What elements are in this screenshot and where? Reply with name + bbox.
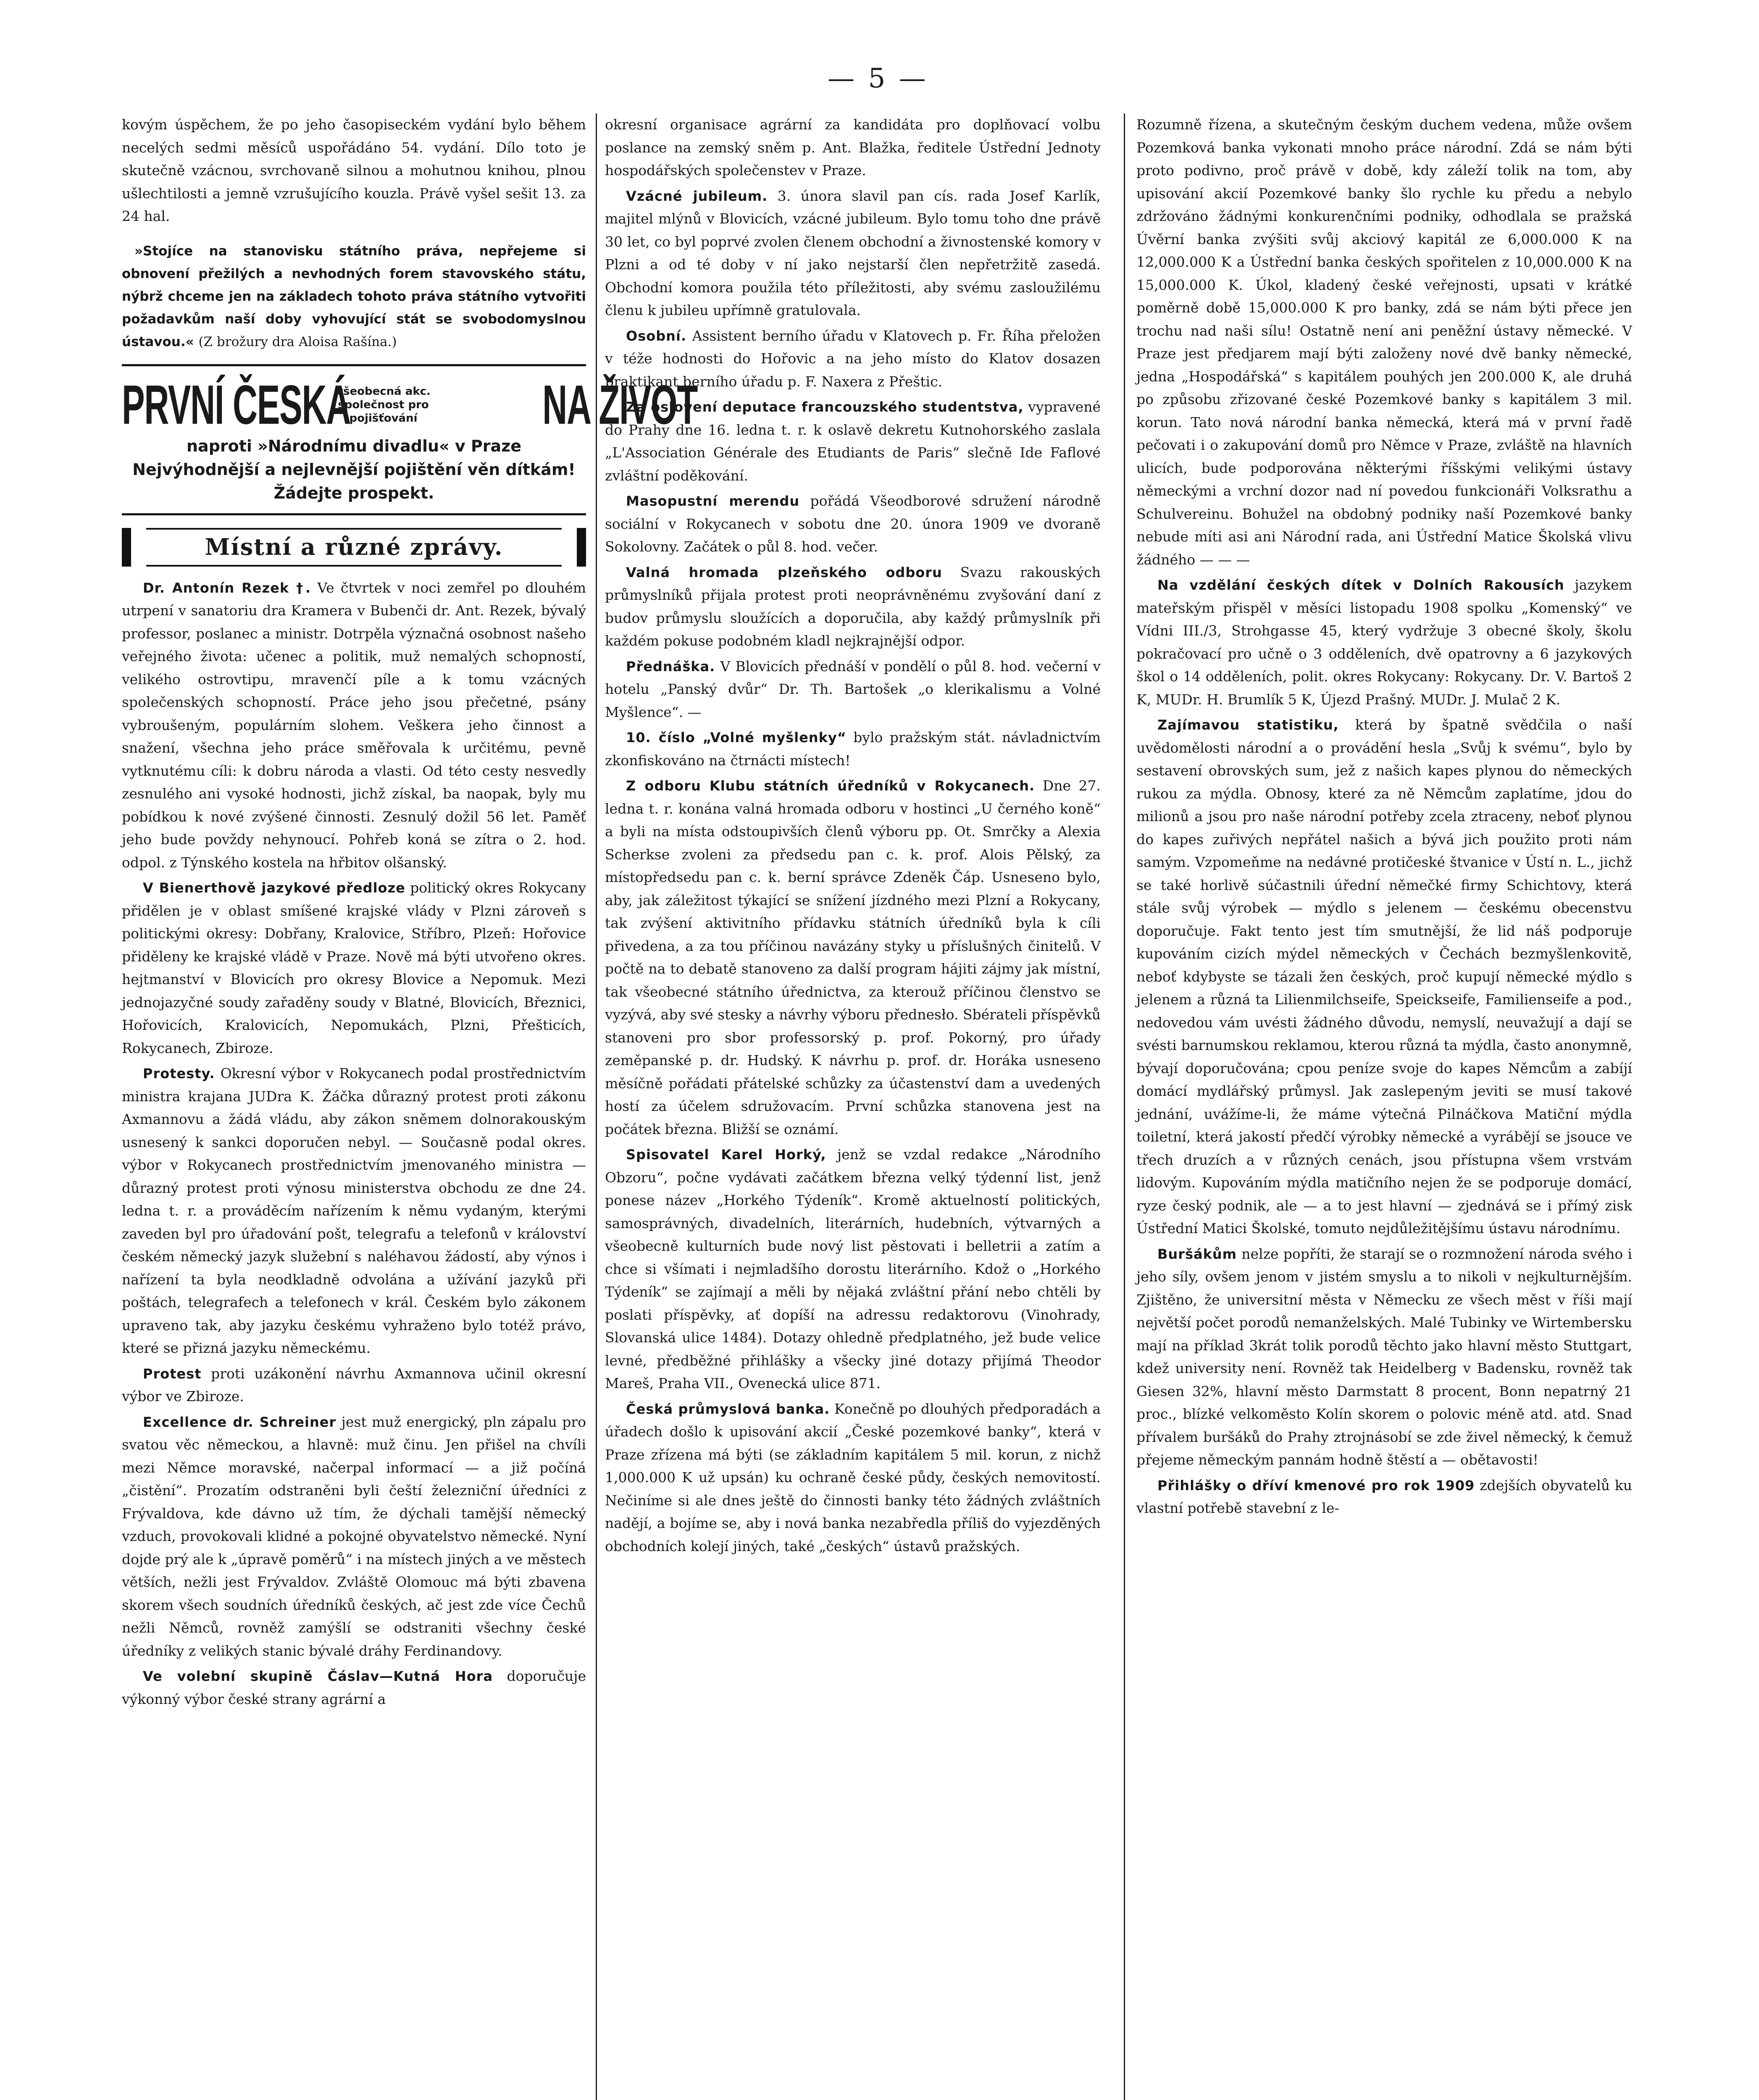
ad-company-type: všeobecná akc. společnost pro pojišťování [336,385,431,425]
news-item [605,490,1101,559]
news-item [122,1665,586,1711]
news-headline: Excellence dr. Schreiner [143,1414,337,1430]
news-item [605,396,1101,487]
column-divider [1124,113,1125,2100]
news-text: Konečně po dlouhých předporadách a úřadech došlo k upisování akcií „České pozemkové banky“, která v Praze zřízena má býti (se základním kapitálem 5 mil. korun, z nichž 1,000.000 K už upsán) ku ochraně české půdy, českých nemovitostí. Nečiníme si ale dnes ještě do činnosti banky této žádných zvláštních nadějí, a bojíme se, aby i nová banka nezabředla příliš do vyjezděných obchodních kolejí jiných, také „českých“ ústavů pražských. [605,1400,1101,1554]
news-text: pořádá Všeodborové sdružení národně sociální v Rokycanech v sobotu dne 20. února 1909 ve dvoraně Sokolovny. Začátek o půl 8. hod. večer. [605,493,1101,555]
news-headline: V Bienerthově jazykové předloze [143,880,405,896]
news-text: politický okres Rokycany přidělen je v oblast smíšené krajské vlády v Plzni zároveň s politickými okresy: Dobřany, Kralovice, Stříbro, Plzeň: Hořovice přiděleny ke krajské vládě v Praze. Nově má býti utvořeno okres. hejtmanství v Blovicích pro okresy Blovice a Nepomuk. Mezi jednojazyčné soudy zařaděny soudy v Blatné, Blovicích, Březnici, Hořovicích, Kralovicích, Nepomukách, Plzni, Přešticích, Rokycanech, Zbiroze. [122,879,586,1056]
ad-insurance-type: NA ŽIVOT [542,373,698,436]
news-text: doporučuje výkonný výbor české strany agrární a [122,1668,586,1707]
continued-paragraph: okresní organisace agrární za kandidáta pro doplňovací volbu poslance na zemský sněm p. Ant. Blažka, ředitele Ústřední Jednoty hospodářských společenstev v Praze. [605,116,1101,178]
news-item [605,774,1101,1141]
news-text: jenž se vzdal redakce „Národního Obzoru“, počne vydávati začátkem března velký týdenní list, jenž ponese název „Horkého Týdeník“. Kromě aktuelností politických, samosprávných, divadelních, literárních, hudebních, výtvarných a všeobecně kulturních bude nový list pěstovati i belletrii a zatím a chce si všímati i nejmladšího dorostu literárního. Kdož o „Horkého Týdeník“ se zajímají a měli by nějaká zvláštní přání nebo chtěli by poslati příspěvky, ať dopíší na adressu redaktorovu (Vinohrady, Slovanská ulice 1484). Dotazy ohledně předplatného, jež bude velice levné, předběžné přihlášky a všecky jiné dotazy přijímá Theodor Mareš, Praha VII., Ovenecká ulice 871. [605,1146,1101,1391]
news-headline: Vzácné jubileum. [626,188,768,204]
quote-text: »Stojíce na stanovisku státního práva, nepřejeme si obnovení přežilých a nevhodných forem stavovského státu, nýbrž chceme jen na základech tohoto práva státního vytvořiti požadavkům naší doby vyhovující stát se svobodomyslnou ústavou.« [122,243,586,349]
news-text: jest muž energický, pln zápalu pro svatou věc německou, a hlavně: muž činu. Jen přišel na chvíli mezi Němce moravské, načerpal informací — a již počíná „čistění“. Prozatím odstraněni byli čeští železniční úředníci z Frývaldova, kde dávno už tím, že dýchali tamější německý vzduch, provokovali klidné a pokojné obyvatelstvo německé. Nyní dojde prý ale k „úpravě poměrů“ i na místech jiných a ve městech větších, nežli jest Frývaldov. Zvláště Olomouc má býti zbavena skorem všech soudních úředníků českých, ač jest zde více Čechů nežli Němců, rovněž zamýšlí se odstraniti všechny české úředníky z velikých stanic bývalé dráhy Ferdinandovy. [122,1413,586,1659]
news-headline: Protest [143,1365,202,1382]
news-item [122,1062,586,1360]
news-item [1136,1243,1632,1472]
news-text: V Blovicích přednáší v pondělí o půl 8. hod. večerní v hotelu „Panský dvůr“ Dr. Th. Bartošek „o klerikalismu a Volné Myšlence“. — [605,658,1101,720]
news-text: 3. února slavil pan cís. rada Josef Karlík, majitel mlýnů v Blovicích, vzácné jubileum. Bylo tomu toho dne právě 30 let, co byl poprvé zvolen členem obchodní a živnostenské komory v Plzni a od té doby v ní jako nejstarší člen nepřetržitě zasedá. Obchodní komora použila této příležitosti, aby svému zasloužilému členu k jubileu upřímně gratulovala. [605,187,1101,318]
ad-slogan: Nejvýhodnější a nejlevnější pojištění věn dítkám! [132,460,576,479]
news-item [1136,714,1632,1240]
news-item [605,561,1101,653]
continued-paragraph: Rozumně řízena, a skutečným českým duchem vedena, může ovšem Pozemková banka vykonati mnoho práce národní. Zdá se nám býti proto podivno, proč právě v době, kdy záleží tolik na tom, aby upisování akcií Pozemkové banky šlo rychle ku předu a nebylo zdržováno žádnými konkurenčními podniky, odhodlala se pražská Úvěrní banka zvýšiti svůj akciový kapitál ze 6,000.000 K na 12,000.000 K a Ústřední banka českých spořitelen z 10,000.000 K na 15,000.000 K. Úkol, kladený české veřejnosti, upsati v krátké poměrně době 15,000.000 K pro banky, zdá se nám býti přece jen trochu nad naši sílu! Ostatně není ani peněžní ústavy německé. V Praze jest předjarem mají býti založeny nové dvě banky německé, jedna „Hospodářská“ s kapitálem pouhých jen 200.000 K, ale druhá po způsobu zřizované české Pozemkové banky s kapitálem 3 mil. korun. Tato nová národní banka německá, která má v první řadě pečovati i o zakupování domů pro Němce v Praze, zvláště na hlavních ulicích, bude podporována některými říšskými velikými ústavy německými a vrchní dozor nad ní povedou funkcionáři Volksrathu a Schulvereinu. Bohužel na obdobný podniky naší Pozemkové banky nebude míti asi ani Národní rada, ani Ústřední Matice Školská vlivu žádného — — — [1136,116,1632,568]
news-item [122,877,586,1060]
section-header [122,528,586,567]
news-item [605,655,1101,724]
news-headline: Valná hromada plzeňského odboru [626,564,942,580]
news-item [122,577,586,874]
ad-call-to-action: Žádejte prospekt. [273,483,434,502]
news-text: bylo pražským stát. návladnictvím zkonfiskováno na čtrnácti místech! [605,729,1101,769]
news-headline: Osobní. [626,328,687,344]
news-headline: Ve volební skupině Čáslav—Kutná Hora [143,1668,493,1684]
news-text: jazykem mateřským přispěl v měsíci listopadu 1908 spolku „Komenský“ ve Vídni III./3, Strohgasse 45, který vydržuje 3 obecné školy, školu pokračovací pro učně o 3 odděleních, dvě opatrovny a 6 jazykových škol o 14 odděleních, polit. okres Rokycany: Rokycany. Dr. V. Bartoš 2 K, MUDr. H. Brumlík 5 K, Újezd Prašný. MUDr. J. Mulač 2 K. [1136,577,1632,708]
news-item [605,1398,1101,1558]
news-headline: Z odboru Klubu státních úředníků v Rokycanech. [626,778,1035,794]
news-item [605,726,1101,772]
news-text: zdejších obyvatelů ku vlastní potřebě stavební z le- [1136,1477,1632,1516]
news-item [605,1143,1101,1395]
news-item [122,1362,586,1408]
rasin-quote [122,240,586,353]
news-text: Dne 27. ledna t. r. konána valná hromada odboru v hostinci „U černého koně“ a byli na místa odstoupivších členů výboru pp. Ot. Smrčky a Alexia Scherkse zvoleni za předsedu pan c. k. prof. Alois Pělský, za místopředsedu pan c. k. berní správce Zdeněk Čáp. Usneseno bylo, aby, jak záležitost týkající se snížení jízdného mezi Plzní a Rokycany, tak zvýšení aktivitního přídavku státních úředníků byla k cíli přivedena, a za tou příčinou navázány styky u příslušných činitelů. V počtě na to debatě stanoveno za další program hájiti zájmy jak místní, tak všeobecné státního úřednictva, za kterouž příčinou členstvo se vyzývá, aby své stesky a návrhy výboru přednesło. Sbérateli příspěvků stanoveni pro sbor professorský p. prof. Pokorný, pro úřady zeměpanské p. dr. Hudský. K návrhu p. prof. dr. Horáka usneseno měsíčně pořádati přátelské schůzky za účastenství dam a uvedených hostí za účelem sdružovacím. První schůzka stanovena jest na počátek března. Bližší se oznámí. [605,777,1101,1137]
ad-address: naproti »Národnímu divadlu« v Praze [187,436,521,455]
news-text: která by špatně svědčila o naší uvědomělosti národní a o provádění hesla „Svůj k svému“, bylo by sestavení obrovských sum, jež z našich kapes plynou do německých rukou za mýdla. Obnosy, které za ně Němcům zaplatíme, jdou do milionů a jsou pro naše národní potřeby zcela ztraceny, neboť plynou do kapes zuřivých nepřátel našich a bývá jich použito proti nám samým. Vzpomeňme na nedávné protičeské štvanice v Ústí n. L., jichž se také horlivě súčastnili úřední němečké firmy Schichtovy, která stále svůj výrobek — mýdlo s jelenem — českému obecenstvu doporučuje. Fakt tento jest tím smutnější, že lid náš podporuje kupováním cizích mýdel německých v Čechách bezmyšlenkovitě, neboť kdybyste se tázali žen českých, proč kupují německé mýdlo s jelenem a různá ta Lilienmilchseife, Speickseife, Familienseife a pod., nedovedou vám uvésti žádného důvodu, nemyslí, neuvažují a dají se svésti barnumskou reklamou, kterou různá ta mýdla, často anonymně, bývají doporučována; cpou peníze svoje do kapes Němcům a zabíjí domácí mydlářský průmysl. Jak zaslepeným jeviti se musí takové jednání, uvážíme-li, že máme výtečná Pilnáčkova Matiční mýdla toiletní, která jakostí předčí výrobky německé a vyrábějí se jsouce ve třech druzích a v různých cenách, jsou přístupna všem vrstvám lidovým. Kupováním mýdla matičního nejen že se podporuje domácí, ryze český podnik, ale — a to jest hlavní — zjednává se i přímý zisk Ústřední Matici Školské, tomuto nejdůležitějšímu ústavu národnímu. [1136,717,1632,1236]
news-text: Svazu rakouských průmyslníků přijala protest proti neoprávněnému zvyšování daní z budov průmyslu sloužících a doporučila, aby každý průmyslník při každém pokuse podobném kladl nejkrajnější odpor. [605,564,1101,649]
ad-headline [122,373,698,436]
news-text: vypravené do Prahy dne 16. ledna t. r. k oslavě dekretu Kutnohorského zaslala „L'Association Générale des Etudiants de Paris“ slečně Ide Faflové zvláštní poděkování. [605,399,1101,484]
news-headline: Zajímavou statistiku, [1157,717,1339,733]
news-headline: Na vzdělání českých dítek v Dolních Rakousích [1157,577,1564,593]
news-text: nelze popříti, že starají se o rozmnožení národa svého i jeho síly, ovšem jenom v jistém smyslu a to nikoli v nejkulturnějším. Zjištěno, že universitní města v Německu ze všech měst v říši mají největší počet porodů nemanželských. Malé Tubinky ve Wirtembersku mají na příklad 3krát tolik porodů těchto jako hlavní město Stuttgart, kdež university není. Rovněž tak Heidelberg v Badensku, rovněž tak Giesen 32%, hlavní město Darmstatt 8 procent, Bonn nepatrný 21 proc., blízké velkoměsto Kolín skorem o polovic méně atd. atd. Snad přívalem buršáků do Prahy ztrojnásobí se zde živel německý, k čemuž přejeme německým pannám hodně štěstí a — obětavosti! [1136,1245,1632,1468]
news-text: Assistent berního úřadu v Klatovech p. Fr. Říha přeložen v téže hodnosti do Hořovic a na jeho místo do Klatov dosazen praktikant berního úřadu p. F. Naxera z Přeštic. [605,327,1101,390]
news-headline: 10. číslo „Volné myšlenky“ [626,730,847,746]
news-headline: Spisovatel Karel Horký, [626,1147,826,1163]
news-item [1136,1474,1632,1520]
news-item [1136,574,1632,711]
insurance-advertisement [122,364,698,515]
quote-citation: (Z brožury dra Aloisa Rašína.) [198,334,397,349]
news-text: Okresní výbor v Rokycanech podal prostřednictvím ministra krajana JUDra K. Žáčka důrazný protest proti zákonu Axmannovu a žádá vládu, aby zákon sněmem dolnorakouským usnesený k sankci doporučen nebyl. — Současně podal okres. výbor v Rokycanech prostřednictvím jmenovaného ministra — důrazný protest proti výnosu ministerstva obchodu ze dne 24. ledna t. r. a prováděcím nařízením k němu vydaným, kterými zaveden byl pro úřadování pošt, telegrafu a telefonů v království českém německý jazyk služební s naléhavou žádostí, aby výnos i nařízení ta byla neodkladně odvolána a užívání jazyků při poštách, telegrafech a telefonech v král. Českém bylo zákonem upraveno tak, aby jazyku českému vyhraženo bylo totéž právo, které se přizná jazyku německému. [122,1065,586,1356]
news-headline: Masopustní merendu [626,493,800,509]
section-title: Místní a různé zprávy. [205,533,503,561]
news-headline: Česká průmyslová banka. [626,1401,830,1417]
ad-company-name: PRVNÍ ČESKÁ [122,373,351,436]
news-headline: Přednáška. [626,658,715,675]
news-item [122,1411,586,1663]
news-item [605,325,1101,394]
news-item [605,185,1101,322]
news-headline: Za oslovení deputace francouzského studentstva, [626,399,1024,415]
news-headline: Dr. Antonín Rezek †. [143,580,311,596]
news-headline: Protesty. [143,1066,215,1082]
column-3 [1136,113,1632,2100]
page-number: — 5 — [828,63,928,94]
continued-paragraph: kovým úspěchem, že po jeho časopiseckém vydání bylo během necelých sedmi měsíců uspořádáno 54. vydání. Dílo toto je skutečně vzácnou, svrchovaně silnou a mohutnou knihou, plnou ušlechtilosti a jemně vzrušujícího kouzla. Právě vyšel sešit 13. za 24 hal. [122,116,586,224]
news-headline: Přihlášky o dříví kmenové pro rok 1909 [1157,1477,1475,1494]
news-text: proti uzákonění návrhu Axmannova učinil okresní výbor ve Zbiroze. [122,1365,586,1404]
column-2 [605,113,1101,2100]
news-headline: Buršákům [1157,1246,1237,1262]
news-text: Ve čtvrtek v noci zemřel po dlouhém utrpení v sanatoriu dra Kramera v Bubenči dr. Ant. Rezek, bývalý professor, poslanec a ministr. Dotrpěla význačná osobnost našeho veřejného života: učenec a politik, muž nemalých schopností, velikého ostrovtipu, mravenčí píle a k tomu vzácných společenských schopností. Práce jeho jsou přečetné, psány vybroušeným, populárním slohem. Veškera jeho činnost a snažení, všechna jeho práce směřovala k určitému, pevně vytknutému cíli: k dobru národa a vlasti. Od této cesty nesvedly zesnulého ani vysoké hodnosti, jichž získal, ba naopak, byly mu pobídkou k nové zvýšené činnosti. Zesnulý dožil 56 let. Paměť jeho bude povždy nehynoucí. Pohřeb koná se zítra o 2. hod. odpol. z Týnského kostela na hřbitov olšanský. [122,579,586,871]
